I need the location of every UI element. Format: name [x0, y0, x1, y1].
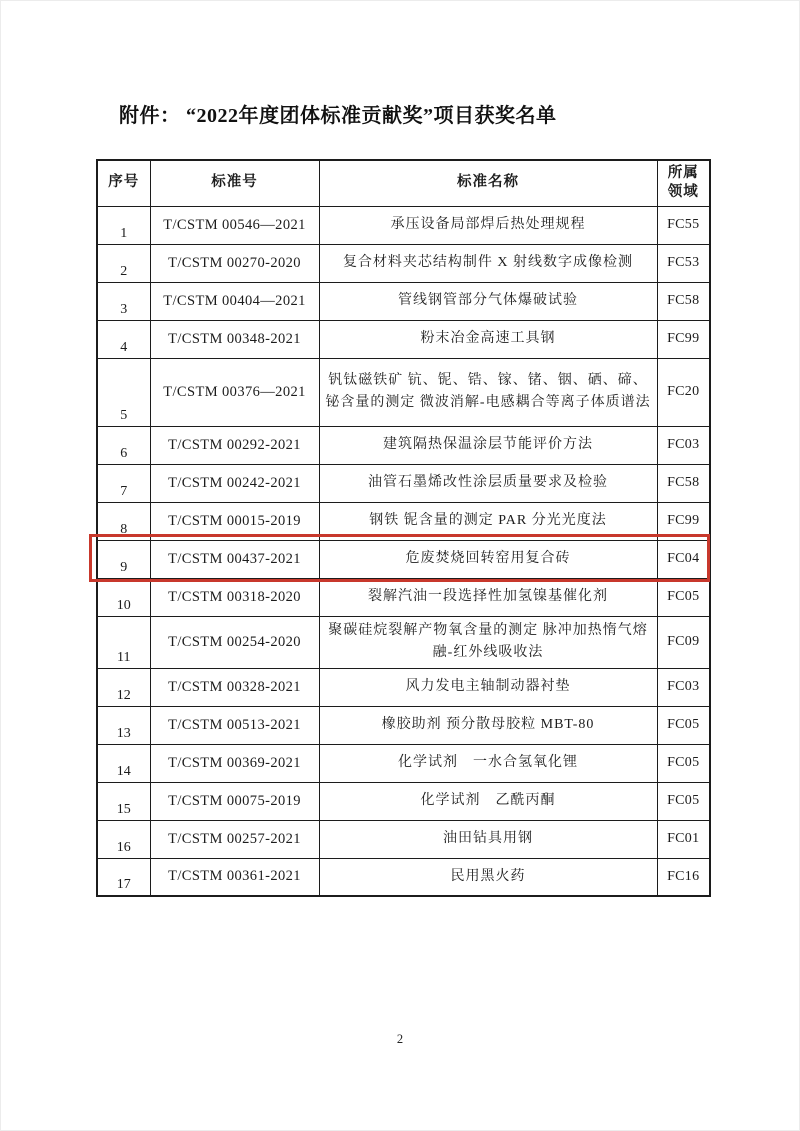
row-field-cell: FC58: [657, 464, 710, 502]
row-index-cell: 10: [97, 578, 150, 616]
row-standard-no-cell: T/CSTM 00361-2021: [150, 858, 319, 896]
row-standard-no-cell: T/CSTM 00348-2021: [150, 320, 319, 358]
row-index-cell: 15: [97, 782, 150, 820]
row-standard-no-cell: T/CSTM 00437-2021: [150, 540, 319, 578]
row-standard-no-cell: T/CSTM 00292-2021: [150, 426, 319, 464]
row-field-cell: FC55: [657, 206, 710, 244]
row-standard-name-cell: 建筑隔热保温涂层节能评价方法: [319, 426, 657, 464]
table-row: [97, 820, 710, 858]
table-row: [97, 282, 710, 320]
row-standard-name-cell: 管线钢管部分气体爆破试验: [319, 282, 657, 320]
row-index-cell: 14: [97, 744, 150, 782]
row-standard-no-cell: T/CSTM 00254-2020: [150, 616, 319, 668]
row-field-cell: FC03: [657, 426, 710, 464]
table-row: [97, 540, 710, 578]
table-row: [97, 206, 710, 244]
table-row: [97, 502, 710, 540]
table-row: [97, 320, 710, 358]
row-standard-no-cell: T/CSTM 00513-2021: [150, 706, 319, 744]
row-field-cell: FC58: [657, 282, 710, 320]
table-row: [97, 358, 710, 426]
table-row: [97, 744, 710, 782]
header-standard-no: 标准号: [150, 160, 319, 206]
row-index-cell: 4: [97, 320, 150, 358]
table-row: [97, 706, 710, 744]
table-row: [97, 426, 710, 464]
row-standard-name-cell: 危废焚烧回转窑用复合砖: [319, 540, 657, 578]
row-standard-no-cell: T/CSTM 00270-2020: [150, 244, 319, 282]
row-standard-no-cell: T/CSTM 00257-2021: [150, 820, 319, 858]
row-index-cell: 8: [97, 502, 150, 540]
row-standard-name-cell: 油管石墨烯改性涂层质量要求及检验: [319, 464, 657, 502]
page-number: 2: [396, 1032, 404, 1046]
row-standard-name-cell: 油田钻具用钢: [319, 820, 657, 858]
row-standard-name-cell: 钢铁 铌含量的测定 PAR 分光光度法: [319, 502, 657, 540]
table-row: [97, 858, 710, 896]
row-standard-name-cell: 风力发电主轴制动器衬垫: [319, 668, 657, 706]
row-field-cell: FC04: [657, 540, 710, 578]
row-field-cell: FC20: [657, 358, 710, 426]
header-field: 所属领域: [657, 160, 710, 206]
row-standard-name-cell: 裂解汽油一段选择性加氢镍基催化剂: [319, 578, 657, 616]
row-index-cell: 6: [97, 426, 150, 464]
row-index-cell: 17: [97, 858, 150, 896]
table-row: [97, 668, 710, 706]
header-index: 序号: [97, 160, 150, 206]
row-index-cell: 16: [97, 820, 150, 858]
row-standard-name-cell: 承压设备局部焊后热处理规程: [319, 206, 657, 244]
table-header-row: [97, 160, 710, 206]
row-standard-no-cell: T/CSTM 00376—2021: [150, 358, 319, 426]
page-title: 附件： “2022年度团体标准贡献奖”项目获奖名单: [119, 105, 557, 127]
row-index-cell: 7: [97, 464, 150, 502]
row-field-cell: FC09: [657, 616, 710, 668]
row-field-cell: FC05: [657, 706, 710, 744]
row-standard-no-cell: T/CSTM 00369-2021: [150, 744, 319, 782]
table-row: [97, 464, 710, 502]
row-standard-name-cell: 化学试剂 乙酰丙酮: [319, 782, 657, 820]
table-row: [97, 578, 710, 616]
row-field-cell: FC05: [657, 782, 710, 820]
row-standard-name-cell: 化学试剂 一水合氢氧化锂: [319, 744, 657, 782]
row-field-cell: FC01: [657, 820, 710, 858]
row-standard-name-cell: 复合材料夹芯结构制件 X 射线数字成像检测: [319, 244, 657, 282]
row-standard-no-cell: T/CSTM 00318-2020: [150, 578, 319, 616]
row-index-cell: 5: [97, 358, 150, 426]
row-field-cell: FC53: [657, 244, 710, 282]
row-field-cell: FC03: [657, 668, 710, 706]
row-index-cell: 12: [97, 668, 150, 706]
table-row: [97, 782, 710, 820]
row-standard-no-cell: T/CSTM 00328-2021: [150, 668, 319, 706]
row-index-cell: 2: [97, 244, 150, 282]
row-index-cell: 1: [97, 206, 150, 244]
row-index-cell: 13: [97, 706, 150, 744]
row-standard-no-cell: T/CSTM 00015-2019: [150, 502, 319, 540]
row-standard-no-cell: T/CSTM 00546—2021: [150, 206, 319, 244]
row-index-cell: 9: [97, 540, 150, 578]
row-index-cell: 3: [97, 282, 150, 320]
row-field-cell: FC05: [657, 578, 710, 616]
row-standard-no-cell: T/CSTM 00242-2021: [150, 464, 319, 502]
row-field-cell: FC16: [657, 858, 710, 896]
row-standard-name-cell: 橡胶助剂 预分散母胶粒 MBT-80: [319, 706, 657, 744]
row-index-cell: 11: [97, 616, 150, 668]
awards-table-container: [96, 159, 709, 897]
row-standard-name-cell: 民用黑火药: [319, 858, 657, 896]
header-standard-name: 标准名称: [319, 160, 657, 206]
row-standard-no-cell: T/CSTM 00404—2021: [150, 282, 319, 320]
awards-table: [96, 159, 711, 897]
row-field-cell: FC99: [657, 320, 710, 358]
table-row: [97, 244, 710, 282]
row-field-cell: FC99: [657, 502, 710, 540]
row-standard-name-cell: 钒钛磁铁矿 钪、铌、锆、镓、锗、铟、硒、碲、铋含量的测定 微波消解-电感耦合等离子体质谱法: [319, 358, 657, 426]
row-standard-name-cell: 聚碳硅烷裂解产物氧含量的测定 脉冲加热惰气熔融-红外线吸收法: [319, 616, 657, 668]
row-field-cell: FC05: [657, 744, 710, 782]
row-standard-name-cell: 粉末冶金高速工具钢: [319, 320, 657, 358]
table-row: [97, 616, 710, 668]
row-standard-no-cell: T/CSTM 00075-2019: [150, 782, 319, 820]
